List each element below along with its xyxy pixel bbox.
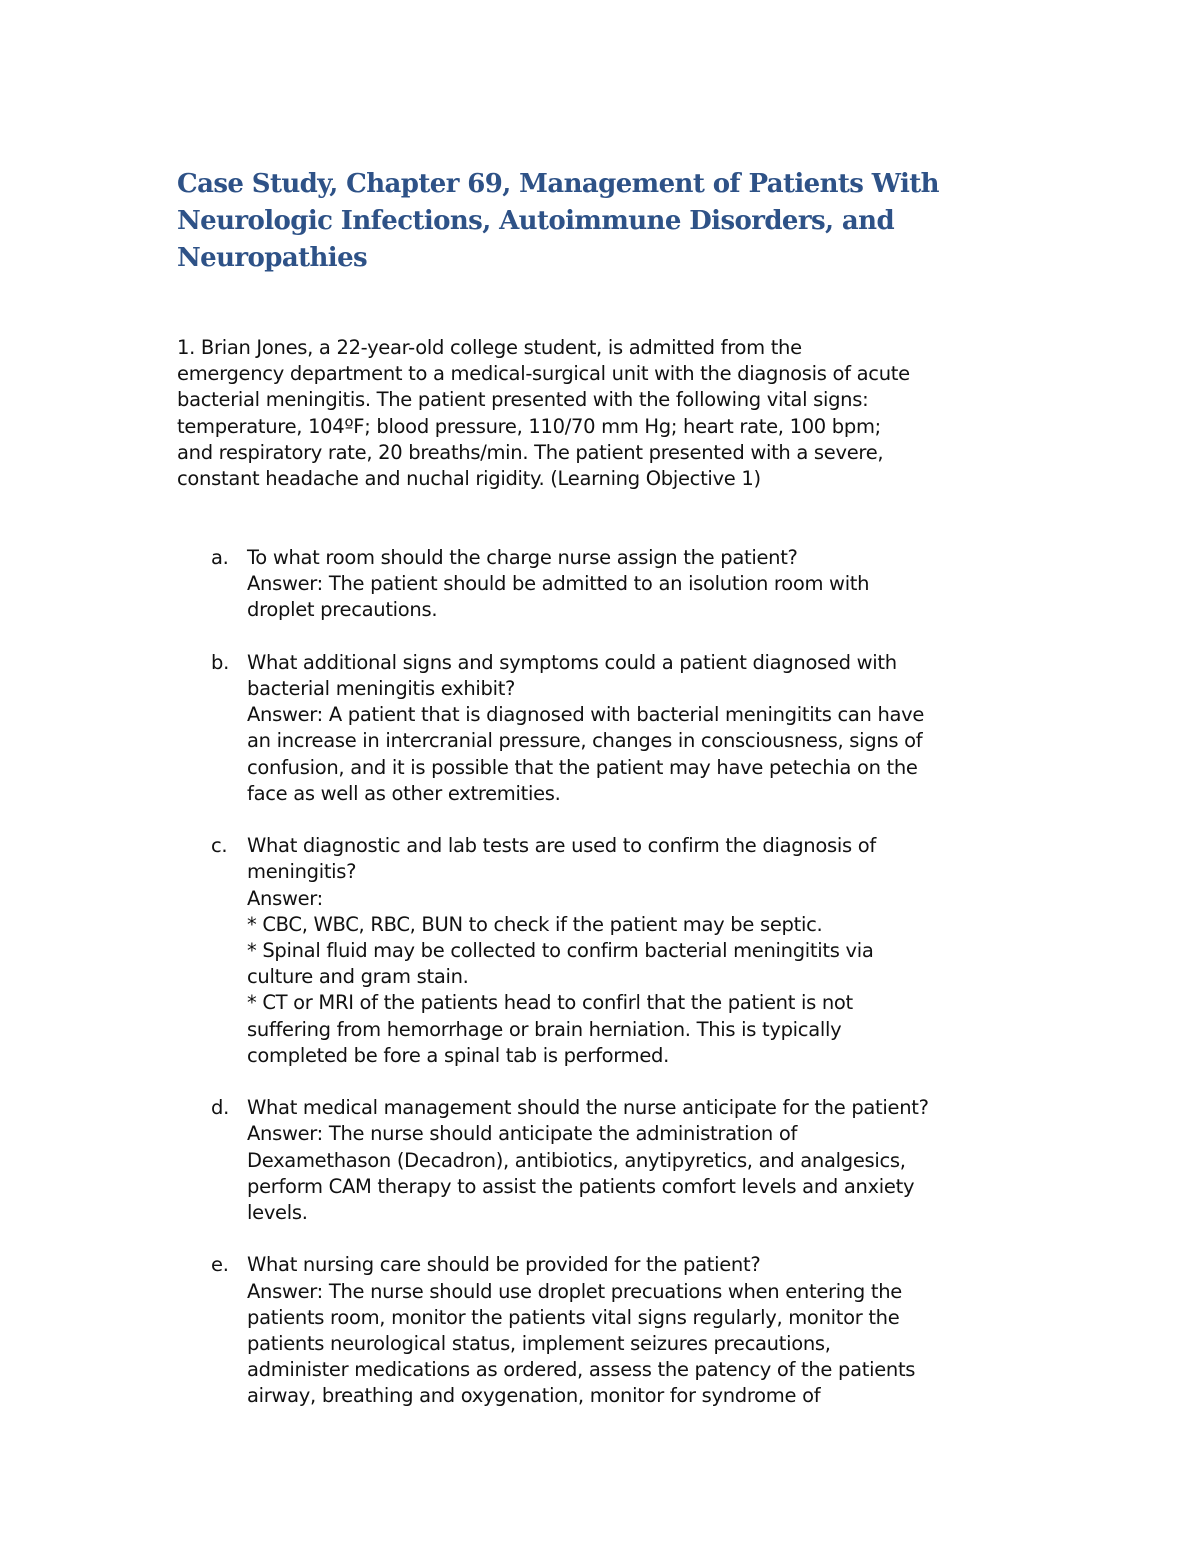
intro-line: emergency department to a medical-surgical unit with the diagnosis of acute (177, 362, 910, 386)
question-letter: d. (211, 1096, 229, 1120)
answer-line: an increase in intercranial pressure, changes in consciousness, signs of (247, 729, 923, 753)
question-line: What medical management should the nurse anticipate for the patient? (247, 1096, 929, 1120)
question-letter: b. (211, 650, 229, 674)
answer-line: patients room, monitor the patients vital signs regularly, monitor the (247, 1305, 900, 1329)
answer-line: confusion, and it is possible that the patient may have petechia on the (247, 755, 918, 779)
intro-line: bacterial meningitis. The patient presented with the following vital signs: (177, 388, 869, 412)
answer-line: Dexamethason (Decadron), antibiotics, anytipyretics, and analgesics, (247, 1148, 906, 1172)
case-intro-paragraph (177, 335, 1037, 492)
question-letter: c. (211, 834, 228, 858)
intro-line: temperature, 104ºF; blood pressure, 110/70 mm Hg; heart rate, 100 bpm; (177, 414, 881, 438)
answer-line: * Spinal fluid may be collected to confirm bacterial meningitits via (247, 939, 874, 963)
answer-line: levels. (247, 1201, 308, 1225)
answer-line: airway, breathing and oxygenation, monitor for syndrome of (247, 1384, 821, 1408)
answer-line: Answer: A patient that is diagnosed with bacterial meningitits can have (247, 703, 925, 727)
intro-line: constant headache and nuchal rigidity. (Learning Objective 1) (177, 467, 761, 491)
answer-line: patients neurological status, implement seizures precautions, (247, 1332, 831, 1356)
answer-line: face as well as other extremities. (247, 781, 561, 805)
question-line: What additional signs and symptoms could a patient diagnosed with (247, 650, 897, 674)
answer-line: Answer: The nurse should use droplet precuations when entering the (247, 1279, 902, 1303)
question-line: What nursing care should be provided for the patient? (247, 1253, 761, 1277)
question-item-e (0, 1252, 1047, 1409)
question-letter: e. (211, 1253, 229, 1277)
answer-line: administer medications as ordered, assess the patency of the patients (247, 1358, 916, 1382)
page-title (177, 166, 997, 277)
answer-line: perform CAM therapy to assist the patients comfort levels and anxiety (247, 1174, 915, 1198)
answer-line: * CBC, WBC, RBC, BUN to check if the patient may be septic. (247, 912, 823, 936)
question-item-d (0, 1095, 1047, 1226)
answer-line: culture and gram stain. (247, 965, 469, 989)
question-item-a (0, 545, 1047, 624)
question-line: To what room should the charge nurse assign the patient? (247, 546, 798, 569)
question-list (0, 545, 1200, 1436)
title-line: Case Study, Chapter 69, Management of Patients With (177, 169, 939, 199)
answer-line: Answer: The patient should be admitted to an isolution room with (247, 572, 870, 596)
answer-line: Answer: (247, 886, 323, 910)
question-line: meningitis? (247, 860, 357, 884)
question-item-c (0, 833, 1047, 1069)
answer-line: droplet precautions. (247, 598, 438, 622)
intro-line: 1. Brian Jones, a 22-year-old college student, is admitted from the (177, 336, 802, 359)
question-item-b (0, 650, 1047, 807)
question-line: What diagnostic and lab tests are used to confirm the diagnosis of (247, 834, 876, 858)
title-line: Neuropathies (177, 243, 368, 273)
answer-line: suffering from hemorrhage or brain herniation. This is typically (247, 1017, 842, 1041)
question-letter: a. (211, 546, 229, 569)
answer-line: * CT or MRI of the patients head to confirl that the patient is not (247, 991, 853, 1015)
intro-line: and respiratory rate, 20 breaths/min. The patient presented with a severe, (177, 440, 884, 464)
question-line: bacterial meningitis exhibit? (247, 677, 516, 700)
answer-line: completed be fore a spinal tab is performed. (247, 1043, 670, 1067)
title-line: Neurologic Infections, Autoimmune Disorders, and (177, 206, 895, 236)
answer-line: Answer: The nurse should anticipate the administration of (247, 1122, 798, 1146)
